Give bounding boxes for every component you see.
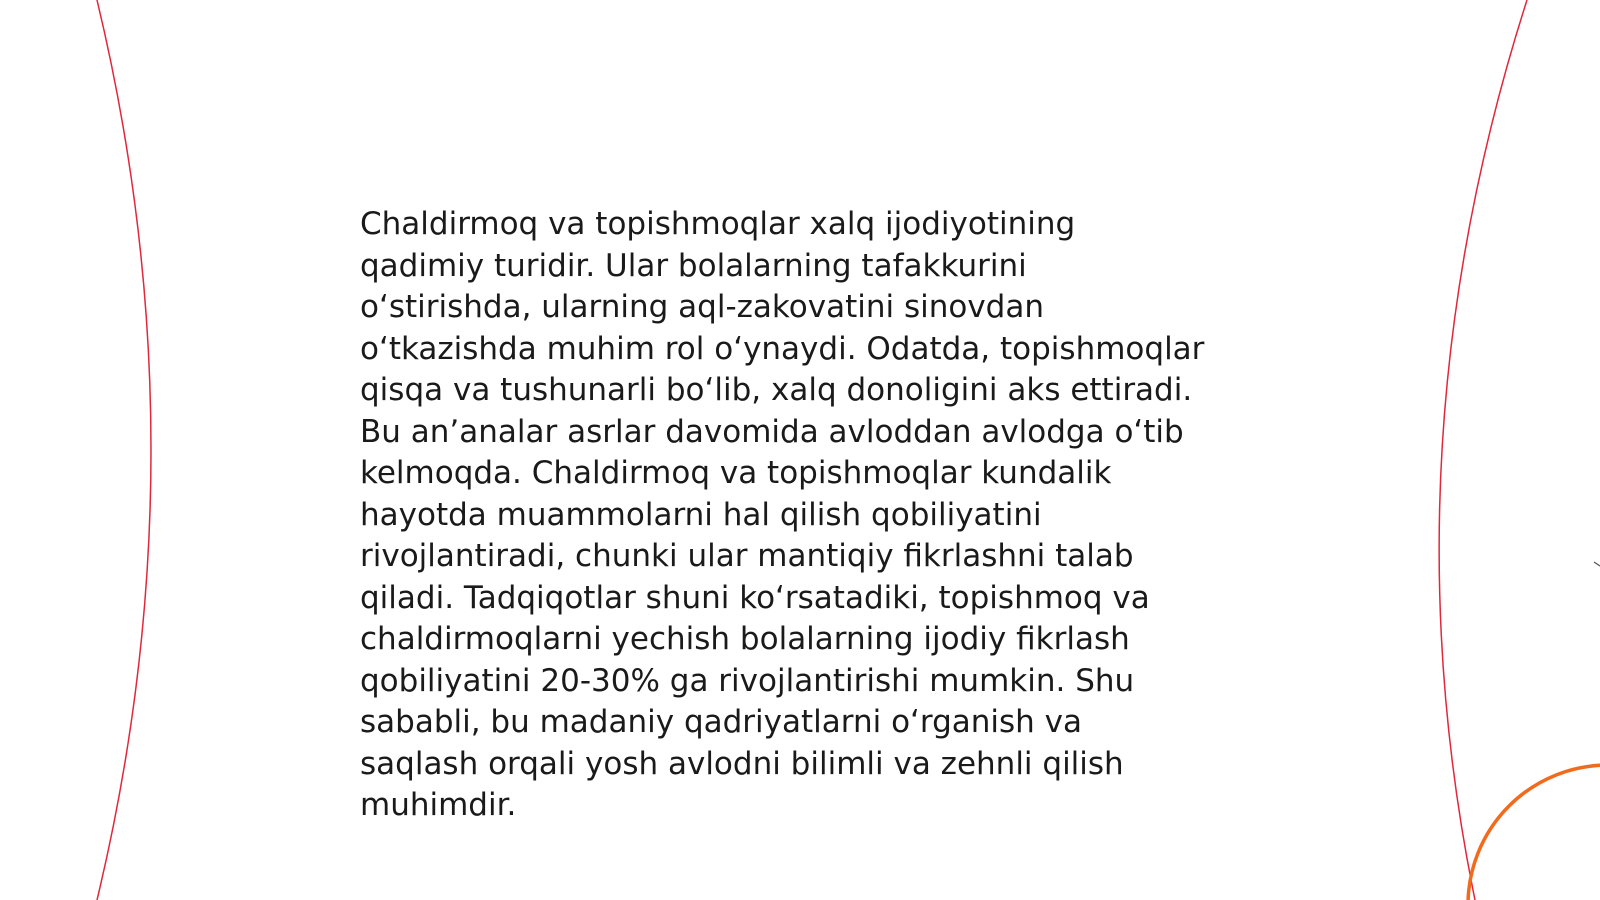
paragraph-line: saqlash orqali yosh avlodni bilimli va zehnli qilish (360, 745, 1124, 782)
right-curve-line (1439, 0, 1527, 900)
body-paragraph (360, 204, 1240, 827)
paragraph-line: Chaldirmoq va topishmoqlar xalq ijodiyotining (360, 206, 1076, 242)
paragraph-line: sababli, bu madaniy qadriyatlarni o‘rganish va (360, 704, 1083, 740)
paragraph-line: hayotda muammolarni hal qilish qobiliyatini (360, 496, 1042, 533)
paragraph-line: qadimiy turidir. Ular bolalarning tafakkurini (360, 247, 1027, 284)
paragraph-line: qobiliyatini 20-30% ga rivojlantirishi mumkin. Shu (360, 662, 1135, 699)
small-tick-mark (1594, 562, 1600, 566)
orange-circle-outline (1468, 765, 1600, 900)
left-curve-line (97, 0, 151, 900)
paragraph-line: qiladi. Tadqiqotlar shuni ko‘rsatadiki, topishmoq va (360, 579, 1150, 616)
paragraph-line: chaldirmoqlarni yechish bolalarning ijodiy fikrlash (360, 621, 1130, 657)
paragraph-line: qisqa va tushunarli bo‘lib, xalq donoligini aks ettiradi. (360, 372, 1193, 408)
paragraph-line: o‘stirishda, ularning aql-zakovatini sinovdan (360, 289, 1044, 325)
paragraph-line: rivojlantiradi, chunki ular mantiqiy fikrlashni talab (360, 538, 1134, 574)
paragraph-line: Bu an’analar asrlar davomida avloddan avlodga o‘tib (360, 413, 1184, 450)
paragraph-line: muhimdir. (360, 787, 517, 823)
paragraph-line: kelmoqda. Chaldirmoq va topishmoqlar kundalik (360, 455, 1112, 491)
paragraph-line: o‘tkazishda muhim rol o‘ynaydi. Odatda, topishmoqlar (360, 330, 1205, 367)
